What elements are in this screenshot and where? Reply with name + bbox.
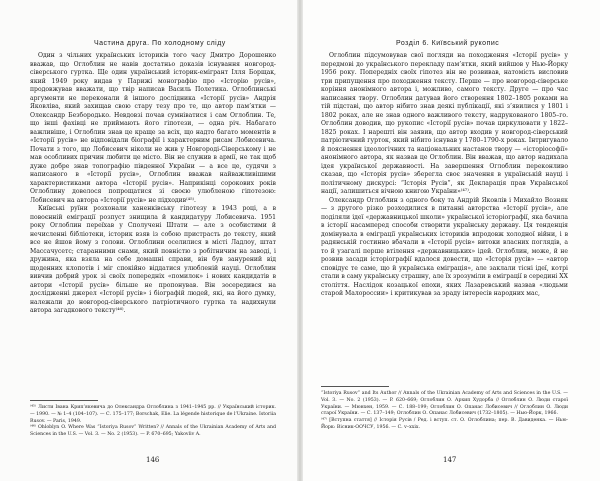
footnotes: [321, 391, 568, 432]
footnote-rule: [321, 386, 389, 387]
page-number: 147: [443, 456, 457, 464]
footnote: “Istoriya Rusov” and Its Author // Annals of the Ukrainian Academy of Arts and Sciences in the U.S. — Vol. 3. — No. 2 (1953). — P. 620–669; Оглоблин О. Архип Худорба // Оглоблин О. Люди старої України. — Мюнхен, 1959. — С. 188–199; Оглоблин О. Опанас Лобисевич // Оглоблин О. Люди старої України. — С. 137–149; Оглоблин О. Опанас Лобисевич (1732–1805). — Нью-Йорк, 1966.: [321, 391, 568, 417]
body-text: [30, 52, 276, 316]
footnotes: [30, 405, 276, 439]
book-spine: [297, 0, 303, 481]
body-text: [321, 52, 568, 299]
page-number: 146: [146, 456, 160, 464]
running-head: Розділ 6. Київський рукопис: [396, 40, 500, 47]
footnote-rule: [30, 400, 98, 401]
paragraph: Один з чільних українських істориків того часу Дмитро Дорошенко вважав, що Оглоблин не навів достатньо доказів існування новгород-сіверського гуртка. Ще один український історик-емігрант Ілля Борщак, який 1949 року видав у Парижі монографію про «Історію русів», продовжував вважати, що твір написав Василь Полетика. Оглоблинські аргументи не переконали й іншого дослідника «Історії русів» Андрія Яковліва, який захищав свою стару тезу про те, що автор пам’ятки — Олександр Безбородько. Невдовзі почав сумніватися і сам Оглоблин. Те, що інші фахівці не приймають його гіпотези, — одна річ. Набагато важливіше, і Оглоблин знав це краще за всіх, що надто багато моментів в «Історії русів» не відповідали біографії і характерним рисам Лобисевича. Почати з того, що Лобисевич ніколи не жив у Новгороді-Сіверському і не мав особливих причин любити це місто. Він не служив в армії, не так щоб дуже добре знав топографію південної України — а все це, судячи з написаного в «Історії русів», Оглоблин вважав найважливішими характеристиками автора «Історії русів». Наприкінці сорокових років Оглоблину довелося попрощатися зі своєю улюбленою гіпотезою: Лобисевич на автора «Історії русів» не підходив⁽⁴⁵⁾.: [30, 52, 276, 204]
footnote: ⁽⁴⁷⁾ [Вступна стаття] // Історія Русів / Ред. і вступ. ст. О. Оглоблина; пер. В. Давиденка. — Нью-Йорк: Вісник-ООЧСУ, 1956. — С. v–xxix.: [321, 418, 568, 430]
footnote: ⁽⁴⁶⁾ Ohloblyn O. Where Was “Istoriya Rusov” Written? // Annals of the Ukrainian Academy of Arts and Sciences in the U.S. — Vol. 3. — No. 2 (1953). — P. 670–695; Yakovliv A.: [30, 425, 276, 438]
paragraph: Олександр Оглоблин з одного боку та Андрій Яковлів і Михайло Возняк — з другого різко розходилися в питанні авторства «Історії русів», але поділяли ідеї «державницької школи» української історіографії, яка бачила в історії насамперед способи створити українську державу. Ця тенденція домінувала в еміграції українських істориків впродовж холодної війни, і в радянській гостинно вбачали в «Історії русів» витоки власних поглядів, а то й узагалі перше втілення «державницьких» ідей. Оглоблин, може, й не розвив засади історіографії вдалося довести, що «Історія русів» — «автор сповідує те саме, що й українська еміграція», але заклали тісні ідеї, котрі стали в саму українську страшну, але їх зрозуміли в еміграції в середині XX століття. Наслідок козацької епохи, яких Лазаревський назвав «людьми старой Малороссии» і критикував за зраду інтересів народних мас,: [321, 196, 568, 297]
running-head: Частина друга. По холодному сліду: [94, 40, 226, 47]
paragraph: Оглоблин підсумовував свої погляди на походження «Історії русів» у передмові до українського перекладу пам’ятки, який вийшов у Нью-Йорку 1956 року. Попередніх своїх гіпотез він не розвивав, натомість висловив три припущення про походження тексту. Перше — про новгород-сіверське коріння анонімного автора і, можливо, самого тексту. Друге — про час написання твору. Оглоблин датував його створення 1802–1805 роками на тій підставі, що автор нібито знав деякі публікації, які з’явилися у 1801 і 1802 роках, але не знав одного важливого тексту, надрукованого 1805–го. Оглоблин доводив, що рукопис «Історії русів» почав циркулювати у 1822–1825 роках. І нарешті він заявив, що автор входив у новгород-сіверський патріотичний гурток, який нібито існував у 1780–1790-х роках. Інтригувало й пояснення ідеологічних та національних настанов твору — «історіософії» анонімного автора, як назвав це Оглоблин. Він вважав, що автор надихала ідея української державності. На завершення Оглоблин переконливо сказав, що «Історія русів» зберегла своє значення в українській науці і політичному дискурсі: “Історія Русів”, як Декларація прав Української нації, залишиться вічною книгою України»⁽⁴⁷⁾.: [321, 52, 568, 195]
footnote: ⁽⁴⁵⁾ Листи Івана Крип’якевича до Олександра Оглоблина з 1941–1945 рр. // Український історик. — 1990. — № 1–4 (104–107). — С. 175–177; Borschak, Elie. La légende historique de l’Ukraine. Istoriia Rusov. — Paris, 1949.: [30, 405, 276, 424]
right-page: [300, 0, 600, 481]
paragraph: Київські руїни розхонали ханенківську гіпотезу в 1943 році, а в повоєнній еміграції розпуст знищила й кандидатуру Лобисевича. 1951 року Оглоблин переїхав у Сполучені Штати — але з особистими й нечисленні бібліотеки, історик взяв із собою пристрасть до тексту, який все не йшов йому з голови. Оглоблини оселилися в місті Ладлоу, штат Массачусетс; старанними снами, який повністю з робітничим на заводі, і дружина, яка взяла на себе домашні справи, він був занурений від щоденних клопотів і міг спокійно віддатися улюбленій науці. Оглоблин вивчив добрий урок зі своїх попередніх «помилок» і нових кандидатів в автори «Історії русів» більше не пропонував. Він зосередився на дослідженні джерел «Історії русів» і біографій людей, які, на його думку, належали до новгород-сіверського патріотичного гуртка та надихнули автора загадкового тексту⁽⁴⁶⁾.: [30, 205, 276, 314]
